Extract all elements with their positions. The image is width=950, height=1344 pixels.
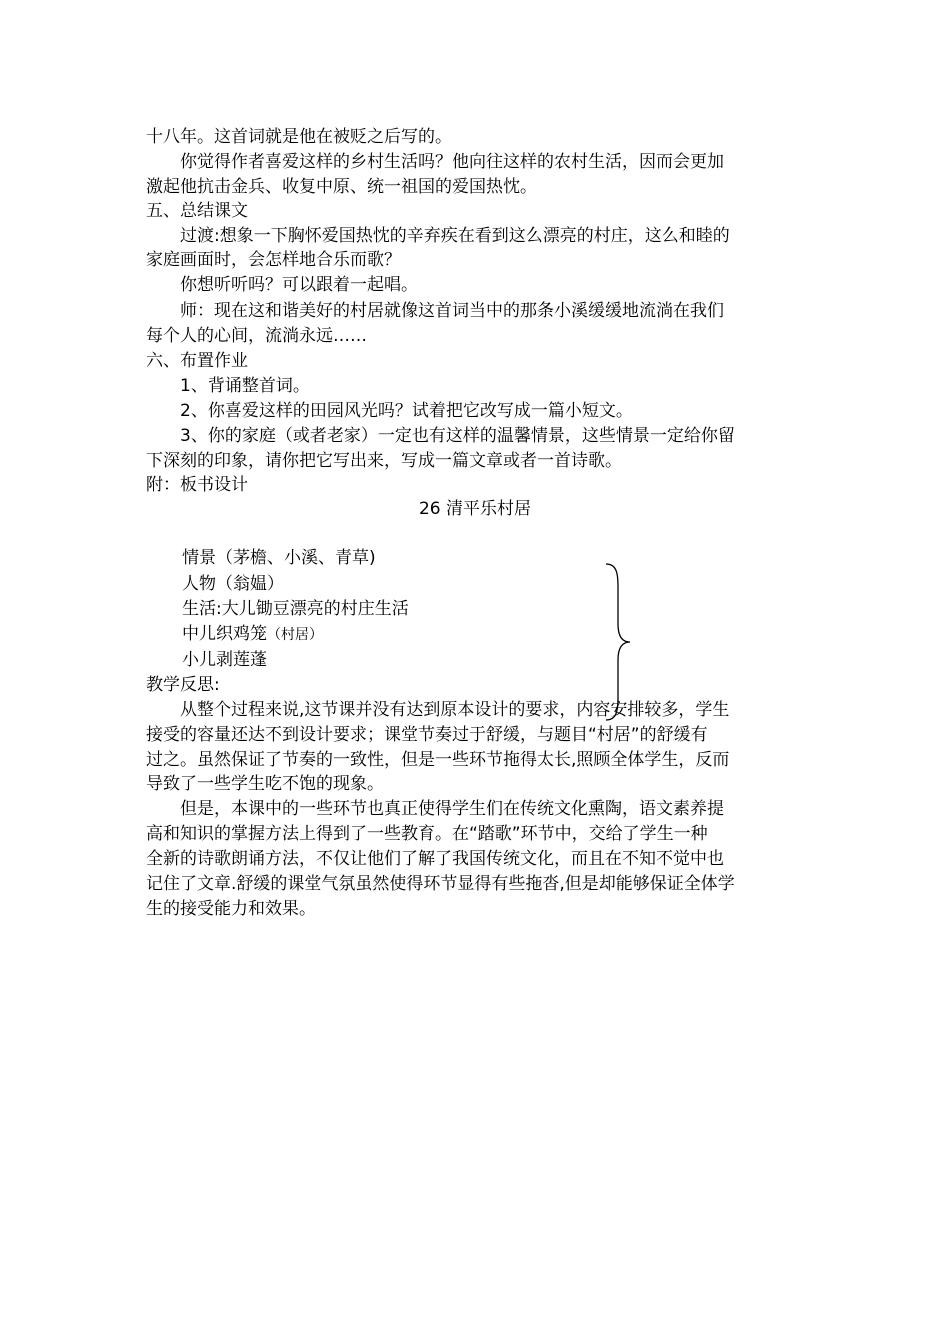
- text-line: 激起他抗击金兵、收复中原、统一祖国的爱国热忱。: [146, 177, 537, 197]
- text-line: 过渡:想象一下胸怀爱国热忱的辛弃疾在看到这么漂亮的村庄，这么和睦的: [180, 226, 730, 246]
- board-line: 人物（翁媪）: [182, 574, 284, 594]
- text-line: 从整个过程来说,这节课并没有达到原本设计的要求，内容安排较多，学生: [180, 700, 730, 720]
- text-line: 但是，本课中的一些环节也真正使得学生们在传统文化熏陶，语文素养提: [180, 799, 724, 819]
- text-line: 你想听听吗？可以跟着一起唱。: [180, 275, 418, 295]
- text-line: 全新的诗歌朗诵方法，不仅让他们了解了我国传统文化，而且在不知不觉中也: [146, 849, 724, 869]
- board-title: 26 清平乐村居: [418, 499, 532, 519]
- text-line: 3、你的家庭（或者老家）一定也有这样的温馨情景，这些情景一定给你留: [180, 426, 735, 446]
- board-line-row: [182, 621, 323, 648]
- board-note: （村居）: [267, 627, 323, 643]
- board-line: 小儿剥莲蓬: [182, 650, 267, 670]
- board-line: 情景（茅檐、小溪、青草): [182, 548, 376, 568]
- text-line: 过之。虽然保证了节奏的一致性，但是一些环节拖得太长,照顾全体学生，反而: [146, 750, 730, 770]
- text-line: 你觉得作者喜爱这样的乡村生活吗？他向往这样的农村生活，因而会更加: [180, 152, 724, 172]
- text-line: 下深刻的印象，请你把它写出来，写成一篇文章或者一首诗歌。: [146, 451, 622, 471]
- text-line: 高和知识的掌握方法上得到了一些教育。在“踏歌”环节中，交给了学生一种: [146, 824, 708, 844]
- text-line: 记住了文章.舒缓的课堂气氛虽然使得环节显得有些拖沓,但是却能够保证全体学: [146, 874, 735, 894]
- section-heading: 五、总结课文: [146, 201, 248, 221]
- board-line: 生活:大儿锄豆漂亮的村庄生活: [182, 599, 409, 619]
- text-line: 生的接受能力和效果。: [146, 899, 316, 919]
- text-line: 导致了一些学生吃不饱的现象。: [146, 774, 384, 794]
- text-line: 2、你喜爱这样的田园风光吗？试着把它改写成一篇小短文。: [180, 401, 633, 421]
- text-line: 家庭画面时，会怎样地合乐而歌？: [146, 250, 401, 270]
- text-line: 十八年。这首词就是他在被贬之后写的。: [146, 127, 452, 147]
- text-line: 师：现在这和谐美好的村居就像这首词当中的那条小溪缓缓地流淌在我们: [180, 301, 724, 321]
- section-heading: 附：板书设计: [146, 475, 248, 495]
- text-line: 接受的容量还达不到设计要求；课堂节奏过于舒缓，与题目“村居”的舒缓有: [146, 725, 708, 745]
- reflection-heading: 教学反思:: [146, 675, 220, 695]
- text-line: 1、背诵整首词。: [180, 376, 310, 396]
- section-heading: 六、布置作业: [146, 351, 248, 371]
- text-line: 每个人的心间，流淌永远……: [146, 326, 367, 346]
- board-line: 中儿织鸡笼: [182, 624, 267, 644]
